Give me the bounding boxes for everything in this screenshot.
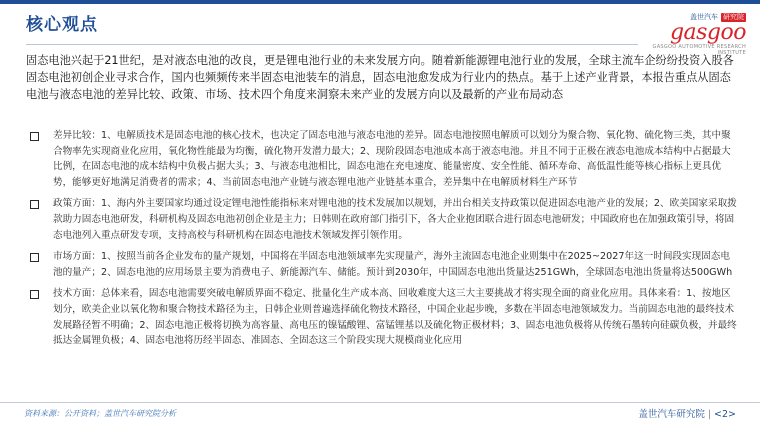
logo-org-text: 盖世汽车 — [690, 13, 718, 21]
bullet-text-technology: 技术方面：总体来看，固态电池需要突破电解质界面不稳定、批量化生产成本高、回收难度大这三大主要挑战才将实现全面的商业化应用。具体来看：1、按地区划分，欧美企业以氧化物和聚合物技术路径为主，日韩企业则普遍选择硫化物技术路径，中国企业起步晚，多数在半固态电池领域发力。当前固态电池的最终技术发展路径暂不明确；2、固态电池正极将切换为高容量、高电压的镍锰酸锂、富锰锂基以及硫化物正极材料；3、固态电池负极将从传统石墨转向硅碳负极，并最终抵达金属锂负极；4、固态电池将历经半固态、准固态、全固态这三个阶段实现大规模商业化应用 — [53, 288, 737, 347]
key-points-list — [26, 128, 738, 355]
page-number: <2> — [714, 409, 736, 420]
list-item — [26, 249, 738, 280]
logo-subtitle: GASGOO AUTOMOTIVE RESEARCH INSTITUTE — [652, 44, 746, 56]
top-accent-bar — [0, 0, 760, 4]
intro-paragraph: 固态电池兴起于21世纪，是对液态电池的改良，更是锂电池行业的未来发展方向。随着新能源锂电池行业的发展，全球主流车企纷纷投资入股各固态电池初创企业寻求合作，国内也频频传来半固态电池装车的消息，固态电池愈发成为行业内的热点。基于上述产业背景，本报告重点从固态电池与液态电池的差异比较、政策、市场、技术四个角度来洞察未来产业的发展方向以及最新的产业布局动态 — [26, 54, 734, 101]
square-bullet-icon — [30, 253, 39, 262]
square-bullet-icon — [30, 132, 39, 141]
footer-brand — [638, 406, 736, 420]
list-item — [26, 196, 738, 243]
square-bullet-icon — [30, 290, 39, 299]
logo-wordmark-text: gasgoo — [669, 20, 746, 45]
bullet-text-market: 市场方面：1、按照当前各企业发布的量产规划，中国将在半固态电池领域率先实现量产，海外主流固态电池企业则集中在2025~2027年这一时间段实现固态电池的量产；2、固态电池的应用场景主要为消费电子、新能源汽车、储能。预计到2030年，中国固态电池出货量达251GWh，全球固态电池出货量将达500GWh — [53, 251, 733, 278]
gasgoo-logo — [626, 13, 746, 56]
bullet-text-comparison: 差异比较：1、电解质技术是固态电池的核心技术，也决定了固态电池与液态电池的差异。固态电池按照电解质可以划分为聚合物、氧化物、硫化物三类，其中聚合物率先实现商业化应用，氧化物性能最为均衡，硫化物开发潜力最大；2、现阶段固态电池成本高于液态电池。并且不同于正极在液态电池成本结构中占据最大比例，在固态电池的成本结构中负极占据大头；3、与液态电池相比，固态电池在充电速度、能量密度、安全性能、循环寿命、高低温性能等核心指标上更具优势，能够更好地满足消费者的需求；4、当前固态电池产业链与液态锂电池产业链基本重合，差异集中在电解质材料生产环节 — [53, 130, 731, 188]
title-divider — [26, 44, 638, 45]
page-title: 核心观点 — [26, 15, 98, 35]
footer-source: 资料来源：公开资料；盖世汽车研究院分析 — [24, 409, 176, 418]
list-item — [26, 128, 738, 190]
list-item — [26, 286, 738, 348]
square-bullet-icon — [30, 200, 39, 209]
logo-tag-text: 研究院 — [723, 13, 744, 21]
footer-separator: | — [707, 409, 712, 420]
logo-wordmark — [626, 22, 746, 44]
footer-divider — [0, 402, 760, 403]
footer-brand-name: 盖世汽车研究院 — [638, 409, 705, 420]
bullet-text-policy: 政策方面：1、海内外主要国家均通过设定锂电池性能指标来对锂电池的技术发展加以规划，并出台相关支持政策以促进固态电池产业的发展；2、欧美国家采取拨款助力固态电池研发，科研机构及固态电池初创企业是主力；日韩则在政府部门指引下，各大企业抱团联合进行固态电池研发；中国政府也在加强政策引导，将固态电池列入重点研发专项，支持高校与科研机构在固态电池技术领域发挥引领作用。 — [53, 198, 737, 241]
